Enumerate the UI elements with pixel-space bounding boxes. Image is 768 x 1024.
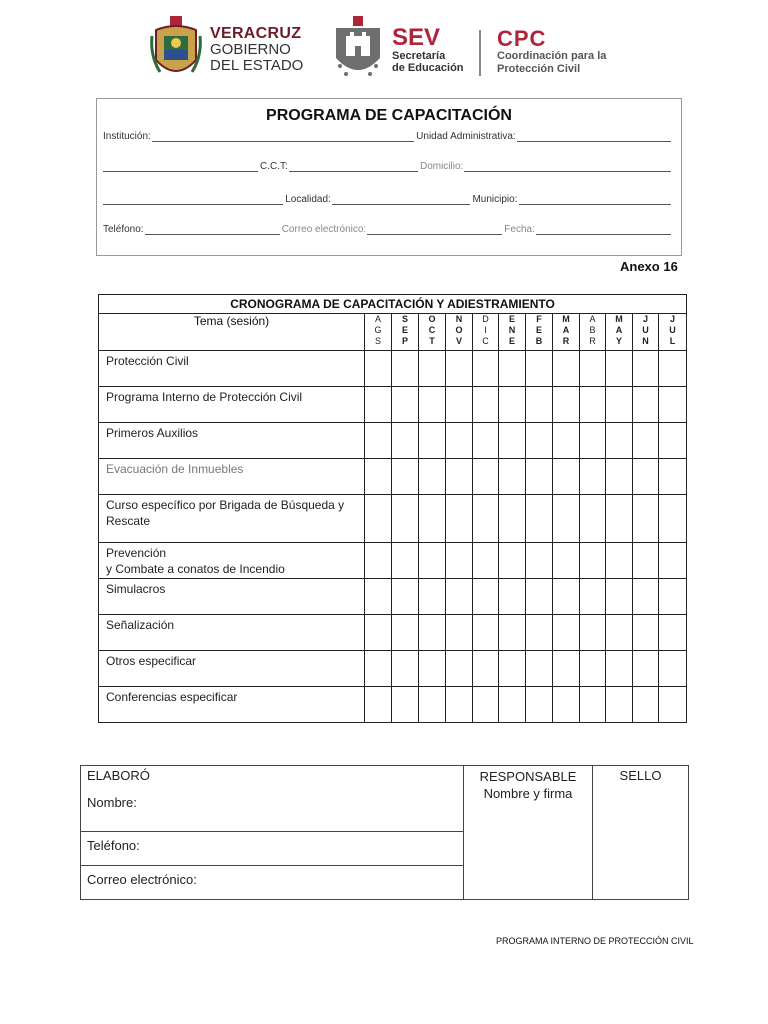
schedule-cell[interactable] bbox=[392, 459, 419, 495]
schedule-cell[interactable] bbox=[526, 387, 553, 423]
table-row bbox=[99, 687, 687, 723]
schedule-cell[interactable] bbox=[473, 387, 499, 423]
schedule-cell[interactable] bbox=[473, 423, 499, 459]
institucion-label: Institución: bbox=[103, 131, 151, 142]
schedule-cell[interactable] bbox=[446, 579, 473, 615]
schedule-cell[interactable] bbox=[580, 495, 606, 543]
signer-correo-label: Correo electrónico: bbox=[87, 872, 197, 887]
schedule-cell[interactable] bbox=[553, 495, 580, 543]
schedule-cell[interactable] bbox=[606, 495, 633, 543]
responsable-label: RESPONSABLE bbox=[479, 769, 577, 784]
correo-field[interactable] bbox=[367, 225, 502, 235]
month-header-10: J U N bbox=[633, 314, 659, 351]
schedule-cell[interactable] bbox=[419, 387, 446, 423]
telefono-field[interactable] bbox=[145, 225, 280, 235]
schedule-cell[interactable] bbox=[606, 615, 633, 651]
month-header-9: M A Y bbox=[606, 314, 633, 351]
schedule-cell[interactable] bbox=[659, 351, 687, 387]
schedule-cell[interactable] bbox=[499, 495, 526, 543]
blank-field-2[interactable] bbox=[103, 195, 283, 205]
telefono-label: Teléfono: bbox=[103, 224, 144, 235]
month-header-2: O C T bbox=[419, 314, 446, 351]
schedule-cell[interactable] bbox=[392, 579, 419, 615]
schedule-cell[interactable] bbox=[473, 459, 499, 495]
schedule-cell[interactable] bbox=[446, 543, 473, 579]
schedule-cell[interactable] bbox=[526, 495, 553, 543]
schedule-cell[interactable] bbox=[499, 423, 526, 459]
schedule-cell[interactable] bbox=[606, 651, 633, 687]
table-row bbox=[99, 615, 687, 651]
schedule-cell[interactable] bbox=[553, 579, 580, 615]
schedule-cell[interactable] bbox=[526, 351, 553, 387]
schedule-cell[interactable] bbox=[659, 423, 687, 459]
domicilio-label: Domicilio: bbox=[419, 161, 464, 172]
schedule-cell[interactable] bbox=[633, 651, 659, 687]
schedule-cell[interactable] bbox=[499, 459, 526, 495]
schedule-title: CRONOGRAMA DE CAPACITACIÓN Y ADIESTRAMIENTO bbox=[99, 295, 687, 314]
schedule-cell[interactable] bbox=[499, 579, 526, 615]
schedule-cell[interactable] bbox=[365, 615, 392, 651]
blank-field-1[interactable] bbox=[103, 162, 258, 172]
localidad-label: Localidad: bbox=[285, 194, 331, 205]
table-row bbox=[99, 579, 687, 615]
veracruz-line3: DEL ESTADO bbox=[210, 57, 304, 74]
schedule-cell[interactable] bbox=[365, 495, 392, 543]
schedule-cell[interactable] bbox=[419, 687, 446, 723]
topic-cell: Conferencias especificar bbox=[99, 687, 365, 723]
institucion-field[interactable] bbox=[152, 132, 414, 142]
schedule-cell[interactable] bbox=[392, 423, 419, 459]
sello-cell[interactable] bbox=[593, 766, 689, 900]
schedule-cell[interactable] bbox=[633, 687, 659, 723]
schedule-cell[interactable] bbox=[473, 543, 499, 579]
schedule-cell[interactable] bbox=[392, 687, 419, 723]
month-header-1: S E P bbox=[392, 314, 419, 351]
schedule-cell[interactable] bbox=[580, 687, 606, 723]
cct-field[interactable] bbox=[289, 162, 418, 172]
topic-header: Tema (sesión) bbox=[99, 314, 365, 351]
month-header-5: E N E bbox=[499, 314, 526, 351]
schedule-cell[interactable] bbox=[526, 459, 553, 495]
schedule-cell[interactable] bbox=[633, 543, 659, 579]
schedule-cell[interactable] bbox=[580, 615, 606, 651]
schedule-cell[interactable] bbox=[446, 615, 473, 651]
schedule-cell[interactable] bbox=[659, 579, 687, 615]
table-row bbox=[99, 387, 687, 423]
field-row-1 bbox=[103, 131, 673, 142]
schedule-cell[interactable] bbox=[365, 687, 392, 723]
table-row bbox=[99, 543, 687, 579]
schedule-cell[interactable] bbox=[499, 351, 526, 387]
month-header-8: A B R bbox=[580, 314, 606, 351]
schedule-cell[interactable] bbox=[580, 459, 606, 495]
training-schedule-table bbox=[98, 294, 687, 723]
schedule-cell[interactable] bbox=[659, 387, 687, 423]
elaboro-label: ELABORÓ bbox=[87, 768, 150, 783]
telefono-cell[interactable] bbox=[81, 832, 464, 866]
schedule-cell[interactable] bbox=[553, 543, 580, 579]
field-row-3 bbox=[103, 194, 673, 205]
topic-cell: Simulacros bbox=[99, 579, 365, 615]
topic-cell: Curso específico por Brigada de Búsqueda y Rescate bbox=[99, 495, 365, 543]
month-header-11: J U L bbox=[659, 314, 687, 351]
sello-label: SELLO bbox=[619, 768, 662, 783]
unidad-label: Unidad Administrativa: bbox=[416, 131, 516, 142]
month-header-3: N O V bbox=[446, 314, 473, 351]
schedule-cell[interactable] bbox=[580, 351, 606, 387]
field-row-2 bbox=[103, 161, 673, 172]
sev-logo bbox=[330, 16, 480, 86]
schedule-cell[interactable] bbox=[633, 615, 659, 651]
schedule-cell[interactable] bbox=[365, 543, 392, 579]
schedule-cell[interactable] bbox=[553, 687, 580, 723]
signer-telefono-label: Teléfono: bbox=[87, 838, 140, 853]
unidad-field[interactable] bbox=[517, 132, 671, 142]
schedule-cell[interactable] bbox=[473, 651, 499, 687]
schedule-cell[interactable] bbox=[526, 579, 553, 615]
schedule-cell[interactable] bbox=[580, 651, 606, 687]
schedule-cell[interactable] bbox=[526, 615, 553, 651]
schedule-cell[interactable] bbox=[473, 687, 499, 723]
schedule-body bbox=[99, 351, 687, 723]
topic-cell: Evacuación de Inmuebles bbox=[99, 459, 365, 495]
schedule-cell[interactable] bbox=[633, 351, 659, 387]
schedule-cell[interactable] bbox=[446, 651, 473, 687]
schedule-cell[interactable] bbox=[553, 351, 580, 387]
schedule-cell[interactable] bbox=[580, 543, 606, 579]
cpc-line2: Protección Civil bbox=[497, 63, 581, 75]
cpc-line1: Coordinación para la bbox=[497, 50, 607, 62]
correo-cell[interactable] bbox=[81, 866, 464, 900]
schedule-cell[interactable] bbox=[526, 651, 553, 687]
schedule-cell[interactable] bbox=[659, 459, 687, 495]
schedule-cell[interactable] bbox=[419, 423, 446, 459]
schedule-cell[interactable] bbox=[553, 423, 580, 459]
schedule-cell[interactable] bbox=[419, 459, 446, 495]
veracruz-line2: GOBIERNO bbox=[210, 41, 291, 58]
schedule-cell[interactable] bbox=[365, 423, 392, 459]
nombre-firma-label: Nombre y firma bbox=[483, 786, 573, 801]
sev-line2: de Educación bbox=[392, 62, 464, 74]
schedule-cell[interactable] bbox=[365, 651, 392, 687]
schedule-cell[interactable] bbox=[473, 615, 499, 651]
topic-cell: Señalización bbox=[99, 615, 365, 651]
schedule-cell[interactable] bbox=[446, 351, 473, 387]
table-row bbox=[99, 423, 687, 459]
schedule-cell[interactable] bbox=[446, 495, 473, 543]
schedule-cell[interactable] bbox=[392, 543, 419, 579]
localidad-field[interactable] bbox=[332, 195, 471, 205]
schedule-cell[interactable] bbox=[365, 387, 392, 423]
schedule-cell[interactable] bbox=[606, 459, 633, 495]
fecha-field[interactable] bbox=[536, 225, 671, 235]
month-header-4: D I C bbox=[473, 314, 499, 351]
schedule-cell[interactable] bbox=[419, 543, 446, 579]
schedule-cell[interactable] bbox=[392, 351, 419, 387]
month-header-7: M A R bbox=[553, 314, 580, 351]
logo-divider bbox=[479, 30, 481, 76]
schedule-cell[interactable] bbox=[419, 651, 446, 687]
topic-cell: Protección Civil bbox=[99, 351, 365, 387]
month-header-0: A G S bbox=[365, 314, 392, 351]
program-info-box bbox=[96, 98, 682, 256]
month-header-row bbox=[99, 314, 687, 351]
sev-acronym: SEV bbox=[392, 24, 441, 51]
month-header-6: F E B bbox=[526, 314, 553, 351]
schedule-cell[interactable] bbox=[580, 579, 606, 615]
topic-cell: Prevención y Combate a conatos de Incendio bbox=[99, 543, 365, 579]
schedule-cell[interactable] bbox=[499, 615, 526, 651]
table-row bbox=[99, 459, 687, 495]
schedule-cell[interactable] bbox=[365, 351, 392, 387]
elaboro-cell[interactable] bbox=[81, 766, 464, 832]
veracruz-logo bbox=[150, 16, 310, 86]
table-row bbox=[99, 495, 687, 543]
veracruz-line1: VERACRUZ bbox=[210, 25, 302, 42]
schedule-cell[interactable] bbox=[446, 687, 473, 723]
schedule-cell[interactable] bbox=[499, 687, 526, 723]
state-seal-icon bbox=[150, 16, 202, 84]
schedule-cell[interactable] bbox=[446, 423, 473, 459]
schedule-cell[interactable] bbox=[553, 651, 580, 687]
municipio-label: Municipio: bbox=[472, 194, 518, 205]
schedule-cell[interactable] bbox=[526, 687, 553, 723]
schedule-cell[interactable] bbox=[659, 543, 687, 579]
field-row-4 bbox=[103, 224, 673, 235]
schedule-cell[interactable] bbox=[659, 687, 687, 723]
veracruz-wordmark bbox=[210, 26, 303, 74]
schedule-cell[interactable] bbox=[633, 387, 659, 423]
schedule-cell[interactable] bbox=[499, 543, 526, 579]
sev-wordmark bbox=[392, 26, 464, 74]
sev-line1: Secretaría bbox=[392, 50, 446, 62]
schedule-cell[interactable] bbox=[580, 423, 606, 459]
castle-shield-icon bbox=[330, 16, 386, 84]
responsable-cell[interactable] bbox=[464, 766, 593, 900]
cct-label: C.C.T: bbox=[260, 161, 288, 172]
schedule-cell[interactable] bbox=[499, 387, 526, 423]
topic-cell: Otros especificar bbox=[99, 651, 365, 687]
schedule-cell[interactable] bbox=[499, 651, 526, 687]
schedule-cell[interactable] bbox=[606, 687, 633, 723]
schedule-cell[interactable] bbox=[633, 579, 659, 615]
cpc-logo bbox=[497, 28, 627, 88]
signer-table bbox=[80, 765, 689, 900]
schedule-cell[interactable] bbox=[633, 423, 659, 459]
table-row bbox=[99, 651, 687, 687]
schedule-cell[interactable] bbox=[553, 459, 580, 495]
schedule-cell[interactable] bbox=[606, 387, 633, 423]
cpc-acronym: CPC bbox=[497, 26, 547, 51]
schedule-cell[interactable] bbox=[392, 651, 419, 687]
schedule-cell[interactable] bbox=[633, 459, 659, 495]
schedule-cell[interactable] bbox=[526, 423, 553, 459]
domicilio-field[interactable] bbox=[464, 162, 671, 172]
schedule-cell[interactable] bbox=[365, 459, 392, 495]
municipio-field[interactable] bbox=[519, 195, 672, 205]
fecha-label: Fecha: bbox=[504, 224, 535, 235]
schedule-cell[interactable] bbox=[606, 351, 633, 387]
program-title: PROGRAMA DE CAPACITACIÓN bbox=[266, 107, 512, 124]
schedule-cell[interactable] bbox=[606, 423, 633, 459]
schedule-cell[interactable] bbox=[392, 387, 419, 423]
schedule-cell[interactable] bbox=[473, 579, 499, 615]
schedule-cell[interactable] bbox=[553, 615, 580, 651]
nombre-label: Nombre: bbox=[87, 795, 137, 810]
topic-cell: Primeros Auxilios bbox=[99, 423, 365, 459]
schedule-cell[interactable] bbox=[606, 579, 633, 615]
schedule-cell[interactable] bbox=[419, 579, 446, 615]
schedule-cell[interactable] bbox=[659, 495, 687, 543]
schedule-cell[interactable] bbox=[659, 651, 687, 687]
schedule-cell[interactable] bbox=[553, 387, 580, 423]
footer-text: PROGRAMA INTERNO DE PROTECCIÓN CIVIL bbox=[496, 936, 694, 946]
schedule-cell[interactable] bbox=[419, 615, 446, 651]
anexo-label: Anexo 16 bbox=[620, 259, 678, 274]
schedule-cell[interactable] bbox=[419, 351, 446, 387]
table-row bbox=[99, 351, 687, 387]
schedule-cell[interactable] bbox=[365, 579, 392, 615]
schedule-cell[interactable] bbox=[659, 615, 687, 651]
schedule-cell[interactable] bbox=[473, 351, 499, 387]
schedule-cell[interactable] bbox=[419, 495, 446, 543]
schedule-cell[interactable] bbox=[446, 459, 473, 495]
correo-label: Correo electrónico: bbox=[281, 224, 367, 235]
schedule-cell[interactable] bbox=[392, 495, 419, 543]
topic-cell: Programa Interno de Protección Civil bbox=[99, 387, 365, 423]
schedule-cell[interactable] bbox=[633, 495, 659, 543]
schedule-cell[interactable] bbox=[606, 543, 633, 579]
schedule-cell[interactable] bbox=[392, 615, 419, 651]
schedule-cell[interactable] bbox=[473, 495, 499, 543]
schedule-cell[interactable] bbox=[526, 543, 553, 579]
schedule-cell[interactable] bbox=[580, 387, 606, 423]
schedule-cell[interactable] bbox=[446, 387, 473, 423]
